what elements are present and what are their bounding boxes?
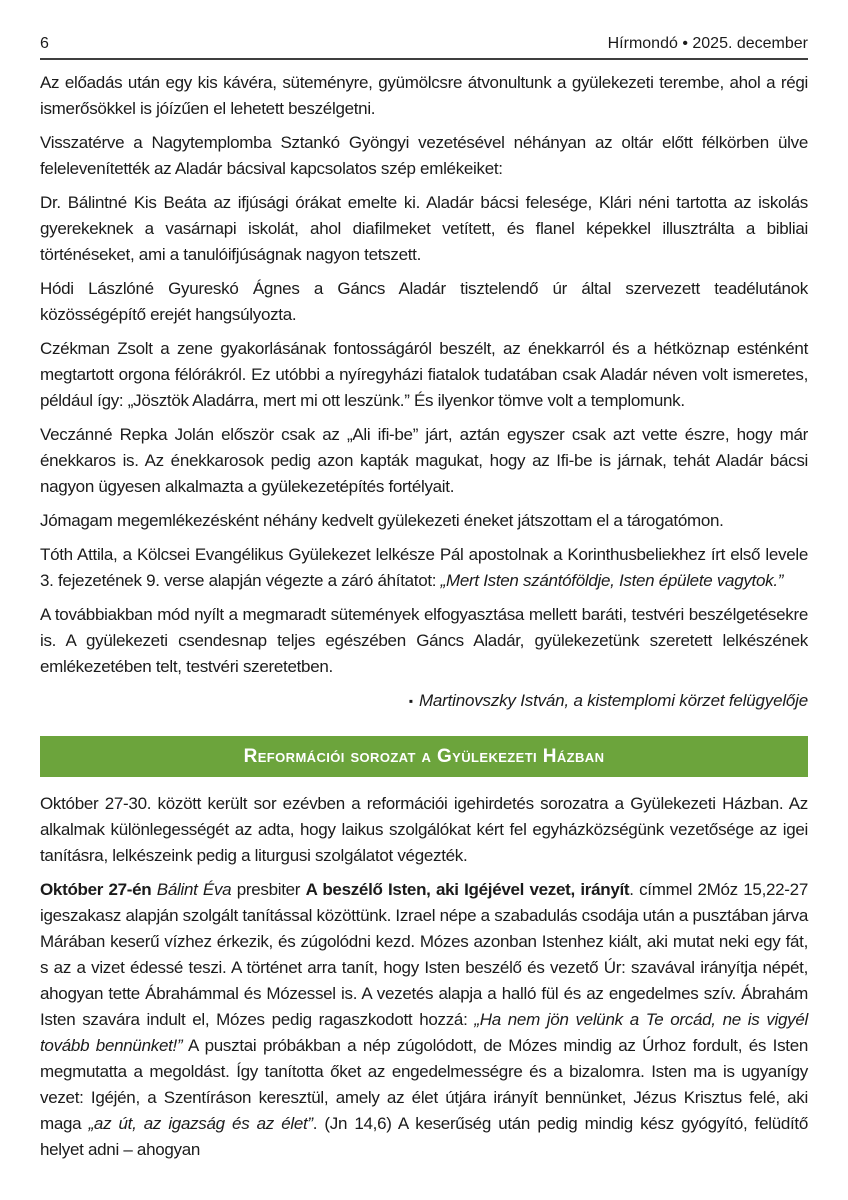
byline-square-bullet-icon: ▪	[408, 694, 413, 708]
text-run: Visszatérve a Nagytemplomba Sztankó Gyöngyi vezetésével néhányan az oltár előtt félkörben ülve felelevenítették az Aladár bácsival kapcsolatos szép emlékeiket:	[40, 133, 808, 178]
text-run-i: „Mert Isten szántóföldje, Isten épülete vagytok.”	[440, 571, 784, 590]
text-run: A pusztai próbákban a nép zúgolódott, de Mózes mindig az Úrhoz fordult, és Isten megmutatta a megoldást. Így tanította őket az engedelmességre és a bizalomra. Isten ma is ugyanígy vezet: Igéjén, a Szentíráson keresztül, amely az élet útjára irányít bennünket, Jézus Krisztus felé, aki maga	[40, 1036, 808, 1133]
text-run-b: Október 27-én	[40, 880, 152, 899]
text-run: Dr. Bálintné Kis Beáta az ifjúsági órákat emelte ki. Aladár bácsi felesége, Klári néni tartotta az iskolás gyerekeknek a vasárnapi iskolát, ahol diafilmeket vetített, és flanel képekkel illusztrálta a bibliai történéseket, ami a tanulóifjúságnak nagyon tetszett.	[40, 193, 808, 264]
text-run-i: Bálint Éva	[156, 880, 232, 899]
paragraph	[40, 542, 808, 594]
paragraph	[40, 190, 808, 268]
section-banner-title: Reformációi sorozat a Gyülekezeti Házban	[243, 745, 605, 767]
text-run: . (Jn 14,6) A keserűség után pedig mindig kész gyógyító, felüdítő helyet adni – ahogyan	[40, 1114, 809, 1159]
byline-text: Martinovszky István, a kistemplomi körzet felügyelője	[418, 691, 808, 710]
page-number: 6	[40, 35, 49, 52]
paragraph	[40, 70, 808, 122]
text-run: . címmel 2Móz 15,22-27 igeszakasz alapján szolgált tanítással közöttünk. Izrael népe a szabadulás csodája után a pusztában járva Márában keserű vízhez érkezik, és zúgolódni kezd. Mózes azonban Istenhez kiált, aki mutat neki egy fát, s az a vizet édessé teszi. A történet arra tanít, hogy Isten beszélő és vezető Úr: szavával irányítja népét, ahogyan tette Ábrahámmal és Mózessel is. A vezetés alapja a halló fül és az engedelmes szív. Ábrahám Isten szavára indult el, Mózes pedig ragaszkodott hozzá:	[40, 880, 808, 1029]
text-run-b: A beszélő Isten, aki Igéjével vezet, irányít	[305, 880, 630, 899]
text-run: Október 27-30. között került sor ezévben a reformációi igehirdetés sorozatra a Gyülekezeti Házban. Az alkalmak különlegességét az adta, hogy laikus szolgálókat kért fel egyházközségünk vezetősége az igei tanításra, lelkészeink pedig a liturgusi szolgálatot végezték.	[40, 794, 808, 865]
text-run: Az előadás után egy kis kávéra, süteményre, gyümölcsre átvonultunk a gyülekezeti terembe, ahol a régi ismerősökkel is jóízűen el lehetett beszélgetni.	[40, 73, 808, 118]
text-run-i: „Ha nem jön velünk a Te orcád, ne is vigyél tovább bennünket!”	[40, 1010, 809, 1055]
text-run: Tóth Attila, a Kölcsei Evangélikus Gyülekezet lelkésze Pál apostolnak a Korinthusbeliekhez írt első levele 3. fejezetének 9. verse alapján végezte a záró áhítatot:	[40, 545, 808, 590]
memorial-article	[40, 70, 808, 680]
text-run: Czékman Zsolt a zene gyakorlásának fontosságáról beszélt, az énekkarról és a hétköznap esténként megtartott orgona félórákról. Ez utóbbi a nyíregyházi fiatalok tudatában csak Aladár néven volt ismeretes, például így: „Jösztök Aladárra, mert mi ott leszünk.” És ilyenkor tömve volt a templomunk.	[40, 339, 808, 410]
paragraph	[40, 130, 808, 182]
header-issue-title: Hírmondó • 2025. december	[607, 35, 808, 52]
text-run: Jómagam megemlékezésként néhány kedvelt gyülekezeti éneket játszottam el a tárogatómon.	[40, 511, 724, 530]
text-run: A továbbiakban mód nyílt a megmaradt sütemények elfogyasztása mellett baráti, testvéri beszélgetésekre is. A gyülekezeti csendesnap teljes egészében Gáncs Aladár, gyülekezetünk szeretett lelkészének emlékezetében telt, testvéri szeretetben.	[40, 605, 808, 676]
section-banner	[40, 736, 808, 777]
page-header	[40, 34, 808, 60]
paragraph	[40, 336, 808, 414]
paragraph	[40, 602, 808, 680]
paragraph	[40, 877, 808, 1163]
paragraph	[40, 276, 808, 328]
paragraph	[40, 422, 808, 500]
text-run-i: „az út, az igazság és az élet”	[88, 1114, 313, 1133]
paragraph	[40, 791, 808, 869]
text-run: presbiter	[231, 880, 306, 899]
text-run: Veczánné Repka Jolán először csak az „Ali ifi-be” járt, aztán egyszer csak azt vette észre, hogy már énekkaros is. Az énekkarosok pedig azon kapták magukat, hogy az Ifi-be is járnak, tehát Aladár bácsi nagyon ügyesen alkalmazta a gyülekezetépítés fortélyait.	[40, 425, 808, 496]
byline	[40, 688, 808, 714]
paragraph	[40, 508, 808, 534]
text-run: Hódi Lászlóné Gyureskó Ágnes a Gáncs Aladár tisztelendő úr által szervezett teadélutánok közösségépítő erejét hangsúlyozta.	[40, 279, 808, 324]
reformation-article	[40, 791, 808, 1163]
